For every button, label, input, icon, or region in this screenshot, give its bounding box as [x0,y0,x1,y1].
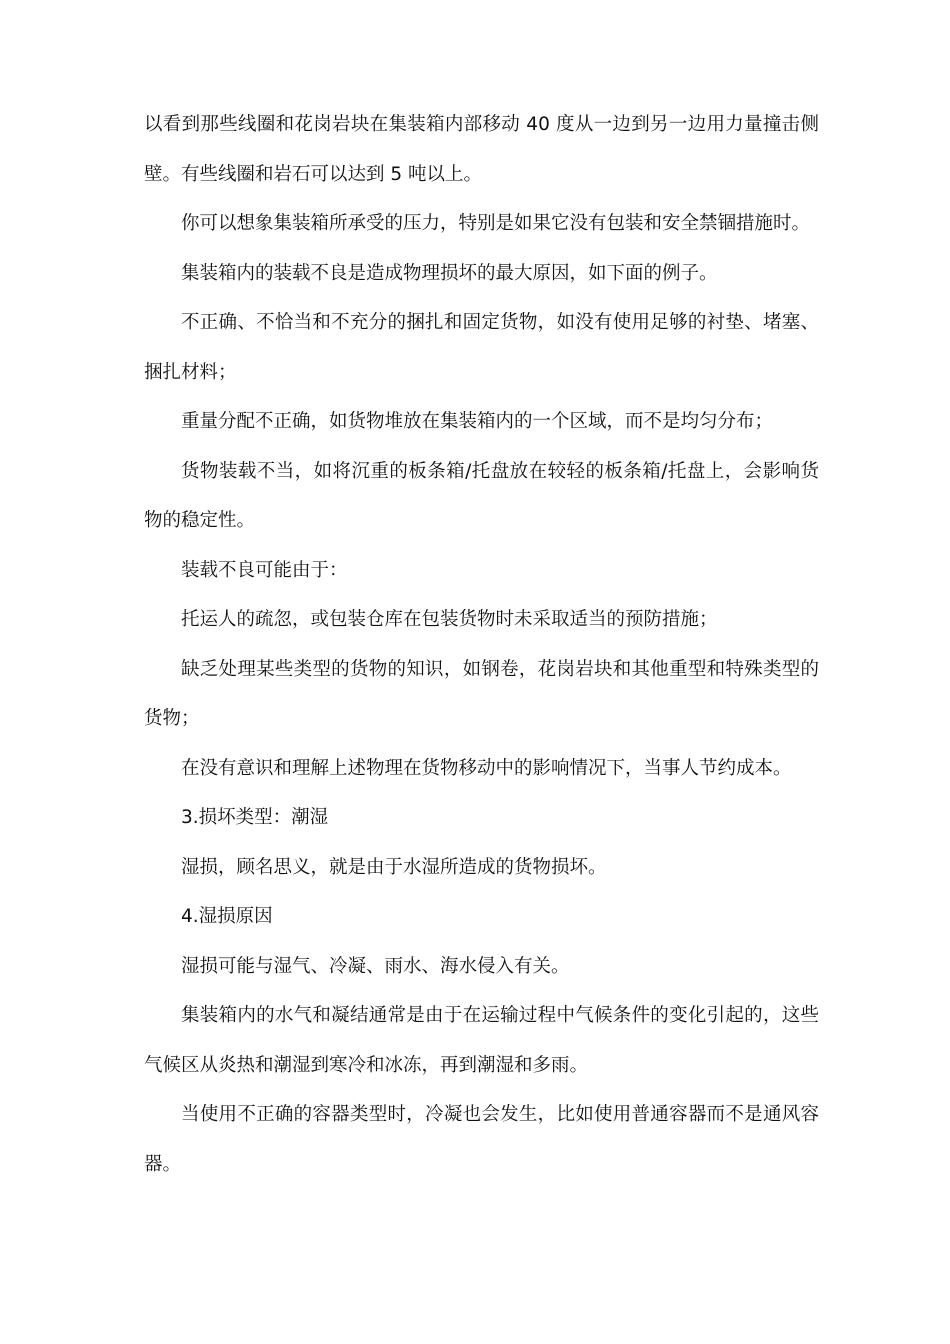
paragraph: 缺乏处理某些类型的货物的知识，如钢卷，花岗岩块和其他重型和特殊类型的货物； [144,658,819,729]
paragraph: 当使用不正确的容器类型时，冷凝也会发生，比如使用普通容器而不是通风容器。 [144,1104,819,1175]
paragraph: 托运人的疏忽，或包装仓库在包装货物时未采取适当的预防措施； [181,609,718,630]
paragraph: 不正确、不恰当和不充分的捆扎和固定货物，如没有使用足够的衬垫、堵塞、捆扎材料； [144,312,819,383]
document-body [144,100,819,1189]
paragraph: 集装箱内的水气和凝结通常是由于在运输过程中气候条件的变化引起的，这些气候区从炎热和潮湿到寒冷和冰冻，再到潮湿和多雨。 [144,1005,819,1076]
paragraph: 集装箱内的装载不良是造成物理损坏的最大原因，如下面的例子。 [181,262,718,284]
section-heading: 4.湿损原因 [181,906,273,927]
paragraph: 以看到那些线圈和花岗岩块在集装箱内部移动 40 度从一边到另一边用力量撞击侧壁。有些线圈和岩石可以达到 5 吨以上。 [144,114,819,185]
paragraph: 货物装载不当，如将沉重的板条箱/托盘放在较轻的板条箱/托盘上，会影响货物的稳定性。 [144,460,819,531]
paragraph: 装载不良可能由于： [181,559,348,581]
paragraph: 重量分配不正确，如货物堆放在集装箱内的一个区域，而不是均匀分布； [181,411,774,432]
section-heading: 3.损坏类型：潮湿 [181,807,329,828]
paragraph: 在没有意识和理解上述物理在货物移动中的影响情况下，当事人节约成本。 [181,757,792,779]
paragraph: 你可以想象集装箱所承受的压力，特别是如果它没有包装和安全禁锢措施时。 [181,213,811,234]
paragraph: 湿损可能与湿气、冷凝、雨水、海水侵入有关。 [181,955,570,977]
paragraph: 湿损，顾名思义，就是由于水湿所造成的货物损坏。 [181,856,607,878]
